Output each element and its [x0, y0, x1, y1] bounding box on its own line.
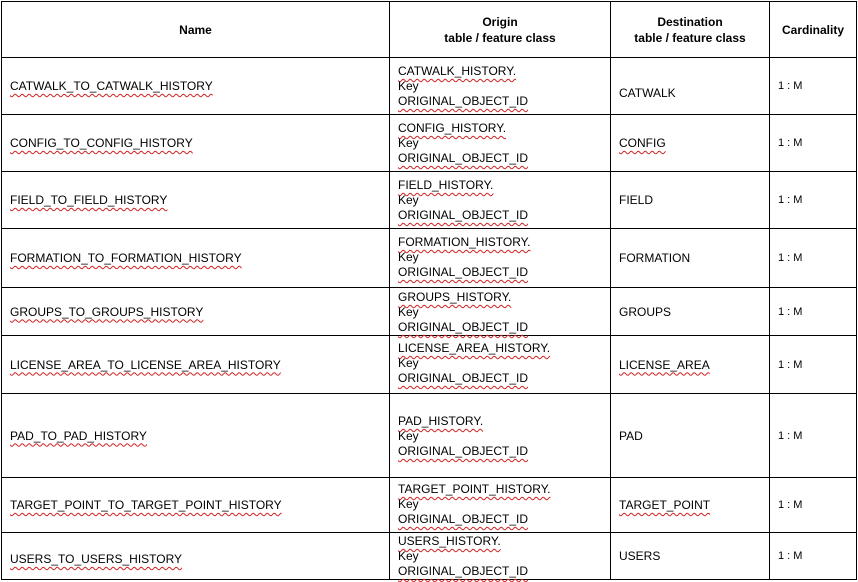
cardinality-cell — [770, 229, 857, 288]
table-row — [2, 394, 857, 478]
origin-key-label: Key — [398, 79, 419, 93]
origin-cell — [390, 115, 611, 172]
destination: TARGET_POINT — [619, 498, 711, 512]
destination-cell — [611, 394, 770, 478]
table-row — [2, 229, 857, 288]
relationship-name-cell — [2, 394, 390, 478]
origin-key: ORIGINAL_OBJECT_ID — [398, 151, 529, 165]
relationship-name-cell — [2, 229, 390, 288]
origin-key: ORIGINAL_OBJECT_ID — [398, 564, 529, 578]
destination: LICENSE_AREA — [619, 357, 710, 372]
origin-cell — [390, 394, 611, 478]
cardinality-cell — [770, 58, 857, 115]
destination: FIELD — [619, 193, 654, 207]
destination-cell — [611, 115, 770, 172]
destination-cell — [611, 533, 770, 580]
origin-key: ORIGINAL_OBJECT_ID — [398, 320, 529, 334]
origin-cell — [390, 478, 611, 533]
table-row — [2, 288, 857, 336]
cardinality: 1 : M — [778, 358, 803, 371]
relationship-name: CATWALK_TO_CATWALK_HISTORY — [10, 79, 213, 93]
table-row — [2, 533, 857, 580]
origin-key: ORIGINAL_OBJECT_ID — [398, 371, 529, 385]
destination: GROUPS — [619, 304, 672, 319]
relationship-name-cell — [2, 115, 390, 172]
header-row — [2, 2, 857, 58]
destination-cell — [611, 478, 770, 533]
relationship-name: CONFIG_TO_CONFIG_HISTORY — [10, 136, 193, 150]
origin-key: ORIGINAL_OBJECT_ID — [398, 208, 529, 222]
relationship-name: GROUPS_TO_GROUPS_HISTORY — [10, 304, 204, 319]
origin-cell — [390, 336, 611, 394]
origin-cell — [390, 172, 611, 229]
header-origin-line1: Origin — [482, 14, 518, 29]
origin-table: FIELD_HISTORY. — [398, 178, 494, 192]
destination: USERS — [619, 549, 661, 563]
relationship-name-cell — [2, 478, 390, 533]
destination: CATWALK — [619, 86, 676, 100]
relationship-name-cell — [2, 533, 390, 580]
origin-key: ORIGINAL_OBJECT_ID — [398, 512, 529, 526]
table-row — [2, 58, 857, 115]
origin-key-label: Key — [398, 136, 419, 150]
origin-key-label: Key — [398, 305, 419, 319]
header-cardinality: Cardinality — [770, 2, 857, 58]
relationship-name-cell — [2, 336, 390, 394]
table-row — [2, 478, 857, 533]
origin-cell — [390, 229, 611, 288]
cardinality-cell — [770, 394, 857, 478]
origin-key: ORIGINAL_OBJECT_ID — [398, 444, 529, 458]
cardinality: 1 : M — [778, 305, 803, 318]
destination: CONFIG — [619, 136, 666, 150]
cardinality: 1 : M — [778, 429, 803, 442]
cardinality: 1 : M — [778, 80, 803, 92]
destination-cell — [611, 336, 770, 394]
table-row — [2, 172, 857, 229]
relationship-name-cell — [2, 58, 390, 115]
table-row — [2, 115, 857, 172]
origin-table: FORMATION_HISTORY. — [398, 235, 531, 249]
origin-key-label: Key — [398, 193, 419, 207]
cardinality-cell — [770, 288, 857, 336]
relationship-name: FORMATION_TO_FORMATION_HISTORY — [10, 251, 242, 265]
header-name: Name — [2, 2, 390, 58]
origin-table: USERS_HISTORY. — [398, 534, 501, 548]
relationship-name: TARGET_POINT_TO_TARGET_POINT_HISTORY — [10, 498, 282, 512]
destination-cell — [611, 288, 770, 336]
header-destination-line1: Destination — [657, 14, 723, 29]
origin-key-label: Key — [398, 497, 419, 511]
destination-cell — [611, 229, 770, 288]
destination-cell — [611, 172, 770, 229]
origin-key: ORIGINAL_OBJECT_ID — [398, 94, 529, 108]
cardinality-cell — [770, 115, 857, 172]
header-destination — [611, 2, 770, 58]
origin-table: LICENSE_AREA_HISTORY. — [398, 341, 551, 355]
cardinality-cell — [770, 172, 857, 229]
cardinality: 1 : M — [778, 137, 803, 149]
destination: FORMATION — [619, 251, 691, 265]
relationship-name: PAD_TO_PAD_HISTORY — [10, 428, 147, 443]
origin-table: TARGET_POINT_HISTORY. — [398, 482, 551, 496]
origin-cell — [390, 58, 611, 115]
destination-cell — [611, 58, 770, 115]
relationship-name: FIELD_TO_FIELD_HISTORY — [10, 193, 168, 207]
cardinality: 1 : M — [778, 252, 803, 264]
relationship-name: LICENSE_AREA_TO_LICENSE_AREA_HISTORY — [10, 357, 281, 372]
origin-cell — [390, 288, 611, 336]
cardinality-cell — [770, 533, 857, 580]
destination: PAD — [619, 428, 643, 443]
header-origin — [390, 2, 611, 58]
origin-table: GROUPS_HISTORY. — [398, 290, 512, 304]
origin-cell — [390, 533, 611, 580]
cardinality: 1 : M — [778, 194, 803, 206]
origin-table: PAD_HISTORY. — [398, 414, 484, 428]
origin-key-label: Key — [398, 250, 419, 264]
origin-key-label: Key — [398, 429, 419, 443]
cardinality-cell — [770, 336, 857, 394]
relationship-name-cell — [2, 172, 390, 229]
cardinality: 1 : M — [778, 499, 803, 511]
cardinality: 1 : M — [778, 550, 803, 562]
origin-key-label: Key — [398, 356, 419, 370]
relationship-name-cell — [2, 288, 390, 336]
header-destination-line2: table / feature class — [634, 30, 746, 45]
origin-table: CONFIG_HISTORY. — [398, 121, 507, 135]
cardinality-cell — [770, 478, 857, 533]
origin-key-label: Key — [398, 549, 419, 563]
header-origin-line2: table / feature class — [444, 30, 556, 45]
origin-table: CATWALK_HISTORY. — [398, 64, 517, 78]
relationship-table — [1, 1, 857, 580]
origin-key: ORIGINAL_OBJECT_ID — [398, 265, 529, 279]
table-row — [2, 336, 857, 394]
relationship-name: USERS_TO_USERS_HISTORY — [10, 552, 183, 566]
